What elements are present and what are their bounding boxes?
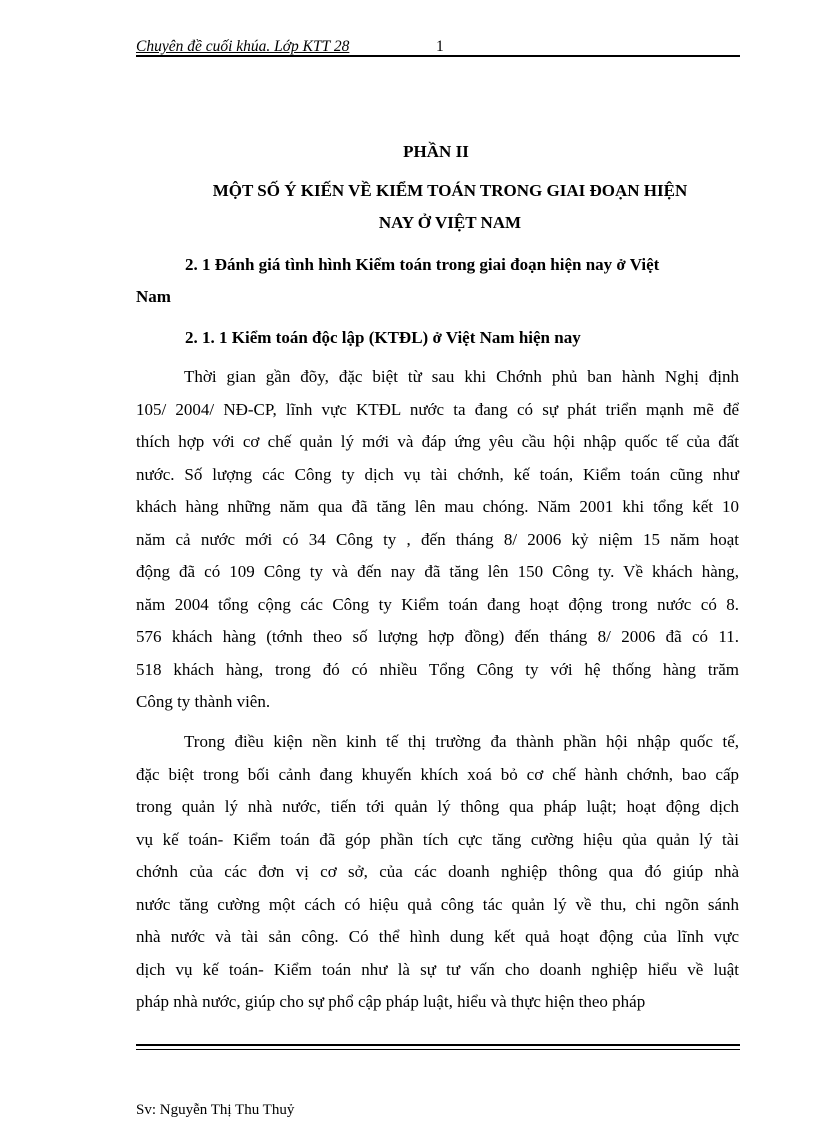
paragraph-line: vụ kế toán- Kiểm toán đã góp phần tích cực tăng cường hiệu qủa quản lý tài [136,829,739,849]
paragraph-line: pháp nhà nước, giúp cho sự phổ cập pháp luật, hiểu và thực hiện theo pháp [136,992,646,1011]
paragraph-line: năm 2004 tổng cộng các Công ty Kiểm toán đang hoạt động trong nước có 8. [136,594,739,614]
paragraph-line: nước. Số lượng các Công ty dịch vụ tài chớnh, kế toán, Kiểm toán cũng như [136,464,739,484]
paragraph-line: Thời gian gần đõy, đặc biệt từ sau khi Chớnh phủ ban hành Nghị định [184,367,739,386]
paragraph-line: Công ty thành viên. [136,692,271,711]
paragraph-1 [136,361,739,719]
section-2-1-1-heading: 2. 1. 1 Kiểm toán độc lập (KTĐL) ở Việt Nam hiện nay [185,328,581,347]
paragraph-line: dịch vụ kế toán- Kiểm toán như là sự tư vấn cho doanh nghiệp hiểu về luật [136,959,739,979]
header-title: Chuyên đề cuối khúa. Lớp KTT 28 [136,38,350,55]
paragraph-line: 576 khách hàng (tớnh theo số lượng hợp đồng) đến tháng 8/ 2006 đã có 11. [136,627,739,646]
paragraph-line: 518 khách hàng, trong đó có nhiều Tổng Công ty với hệ thống hàng trăm [136,659,739,679]
chapter-title-line-1: MỘT SỐ Ý KIẾN VỀ KIỂM TOÁN TRONG GIAI ĐOẠN HIỆN [212,181,688,200]
paragraph-line: nhà nước và tài sản công. Có thể hình dung kết quả hoạt động của lĩnh vực [136,927,739,946]
part-title: PHẦN II [403,142,469,161]
paragraph-line: động đã có 109 Công ty và đến nay đã tăng lên 150 Công ty. Về khách hàng, [136,562,739,581]
paragraph-2 [136,726,739,1019]
paragraph-line: nước tăng cường một cách có hiệu quả công tác quản lý về thu, chi ngõn sánh [136,894,739,914]
section-2-1-heading-line-1: 2. 1 Đánh giá tình hình Kiểm toán trong giai đoạn hiện nay ở Việt [185,255,660,274]
paragraph-line: năm cả nước mới có 34 Công ty , đến tháng 8/ 2006 kỷ niệm 15 năm hoạt [136,529,739,549]
footer-author: Sv: Nguyễn Thị Thu Thuỷ [136,1102,295,1118]
header-rule [136,55,740,57]
section-2-1-heading-line-2: Nam [136,287,171,306]
paragraph-line: trong quản lý nhà nước, tiến tới quản lý thông qua pháp luật; hoạt động dịch [136,797,739,816]
page-number: 1 [436,38,444,55]
footer-rule-thin [136,1049,740,1050]
chapter-title-line-2: NAY Ở VIỆT NAM [378,213,522,232]
paragraph-line: Trong điều kiện nền kinh tế thị trường đa thành phần hội nhập quốc tế, [184,732,739,751]
paragraph-line: khách hàng những năm qua đã tăng lên mau chóng. Năm 2001 khi tổng kết 10 [136,497,739,516]
paragraph-line: 105/ 2004/ NĐ-CP, lĩnh vực KTĐL nước ta đang có sự phát triển mạnh mẽ để [136,399,739,419]
paragraph-line: chớnh của các đơn vị cơ sở, của các doanh nghiệp thông qua đó giúp nhà [136,862,739,881]
footer-rule-thick [136,1044,740,1046]
paragraph-line: đặc biệt trong bối cảnh đang khuyến khích xoá bỏ cơ chế hành chớnh, bao cấp [136,764,739,784]
paragraph-line: thích hợp với cơ chế quản lý mới và đáp ứng yêu cầu hội nhập quốc tế của đất [136,432,739,451]
